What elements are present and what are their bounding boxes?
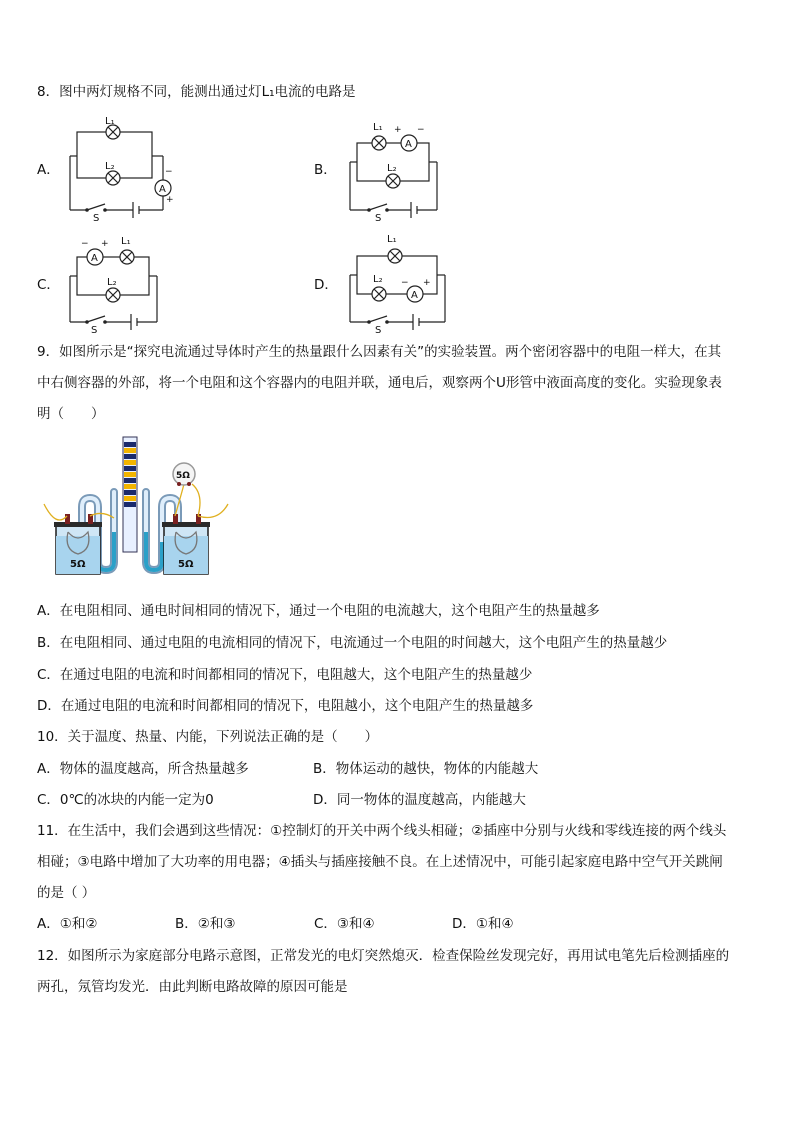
svg-text:+: + (423, 278, 431, 288)
svg-text:−: − (81, 239, 89, 249)
q9-option-b: B．在电阻相同、通过电阻的电流相同的情况下，电流通过一个电阻的时间越大，这个电阻产生的热量越少 (37, 635, 668, 651)
left-resistor-label: 5Ω (70, 559, 86, 570)
q9-option-d: D．在通过电阻的电流和时间都相同的情况下，电阻越小，这个电阻产生的热量越多 (37, 698, 534, 714)
q9-stem-line2: 中右侧容器的外部，将一个电阻和这个容器内的电阻并联，通电后，观察两个U形管中液面高度的变化。实验现象表 (37, 375, 722, 391)
svg-text:−: − (417, 125, 425, 135)
svg-text:S: S (375, 325, 382, 336)
svg-text:L₂: L₂ (387, 163, 397, 174)
q8-circuit-b (345, 118, 465, 224)
outside-resistor-label: 5Ω (176, 471, 190, 481)
q11-stem-line2: 相碰；③电路中增加了大功率的用电器；④插头与插座接触不良。在上述情况中，可能引起家庭电路中空气开关跳闸 (37, 854, 723, 870)
ammeter-a-label: A (159, 184, 166, 195)
svg-text:L₂: L₂ (373, 274, 383, 285)
q11-option-c: C．③和④ (314, 916, 375, 932)
switch-label: S (93, 213, 100, 224)
q8-option-c-label: C． (37, 277, 60, 293)
svg-text:A: A (405, 139, 412, 150)
q8-option-d-label: D． (314, 277, 338, 293)
q9-stem-line1: 9．如图所示是“探究电流通过导体时产生的热量跟什么因素有关”的实验装置。两个密闭容器中的电阻一样大，在其 (37, 344, 722, 360)
q9-stem-line3: 明（ ） (37, 406, 105, 422)
l1-label: L₁ (105, 116, 115, 127)
q10-option-a: A．物体的温度越高，所含热量越多 (37, 761, 249, 777)
q11-stem-line3: 的是（ ） (37, 885, 96, 901)
q11-option-a: A．①和② (37, 916, 98, 932)
q8-stem: 8．图中两灯规格不同，能测出通过灯L₁电流的电路是 (37, 84, 356, 100)
q9-apparatus-figure (42, 432, 232, 582)
svg-text:L₁: L₁ (373, 122, 383, 133)
q9-option-c: C．在通过电阻的电流和时间都相同的情况下，电阻越大，这个电阻产生的热量越少 (37, 667, 533, 683)
l2-label: L₂ (105, 161, 115, 172)
svg-text:+: + (394, 125, 402, 135)
svg-text:A: A (411, 290, 418, 301)
svg-text:L₁: L₁ (387, 234, 397, 245)
q11-stem-line1: 11．在生活中，我们会遇到这些情况：①控制灯的开关中两个线头相碰；②插座中分别与火线和零线连接的两个线头 (37, 823, 727, 839)
q12-stem-line2: 两孔，氖管均发光．由此判断电路故障的原因可能是 (37, 979, 348, 995)
q8-circuit-c (65, 232, 185, 336)
q9-option-a: A．在电阻相同、通电时间相同的情况下，通过一个电阻的电流越大，这个电阻产生的热量越多 (37, 603, 600, 619)
svg-text:L₁: L₁ (121, 236, 131, 247)
q10-option-d: D．同一物体的温度越高，内能越大 (313, 792, 526, 808)
svg-text:S: S (375, 213, 382, 224)
q11-option-d: D．①和④ (452, 916, 514, 932)
svg-text:−: − (401, 278, 409, 288)
q12-stem-line1: 12．如图所示为家庭部分电路示意图，正常发光的电灯突然熄灭．检查保险丝发现完好，再用试电笔先后检测插座的 (37, 948, 730, 964)
svg-text:+: + (166, 195, 174, 205)
svg-text:S: S (91, 325, 98, 336)
q8-circuit-a (65, 116, 185, 224)
q11-option-b: B．②和③ (175, 916, 236, 932)
svg-text:+: + (101, 239, 109, 249)
q10-stem: 10．关于温度、热量、内能，下列说法正确的是（ ） (37, 729, 379, 745)
svg-text:L₂: L₂ (107, 277, 117, 288)
q10-option-c: C．0℃的冰块的内能一定为0 (37, 792, 214, 808)
svg-text:−: − (165, 167, 173, 177)
q8-circuit-d (345, 232, 465, 336)
right-resistor-label: 5Ω (178, 559, 194, 570)
q8-option-b-label: B． (314, 162, 337, 178)
svg-text:A: A (91, 253, 98, 264)
q10-option-b: B．物体运动的越快，物体的内能越大 (313, 761, 539, 777)
q8-option-a-label: A． (37, 162, 60, 178)
